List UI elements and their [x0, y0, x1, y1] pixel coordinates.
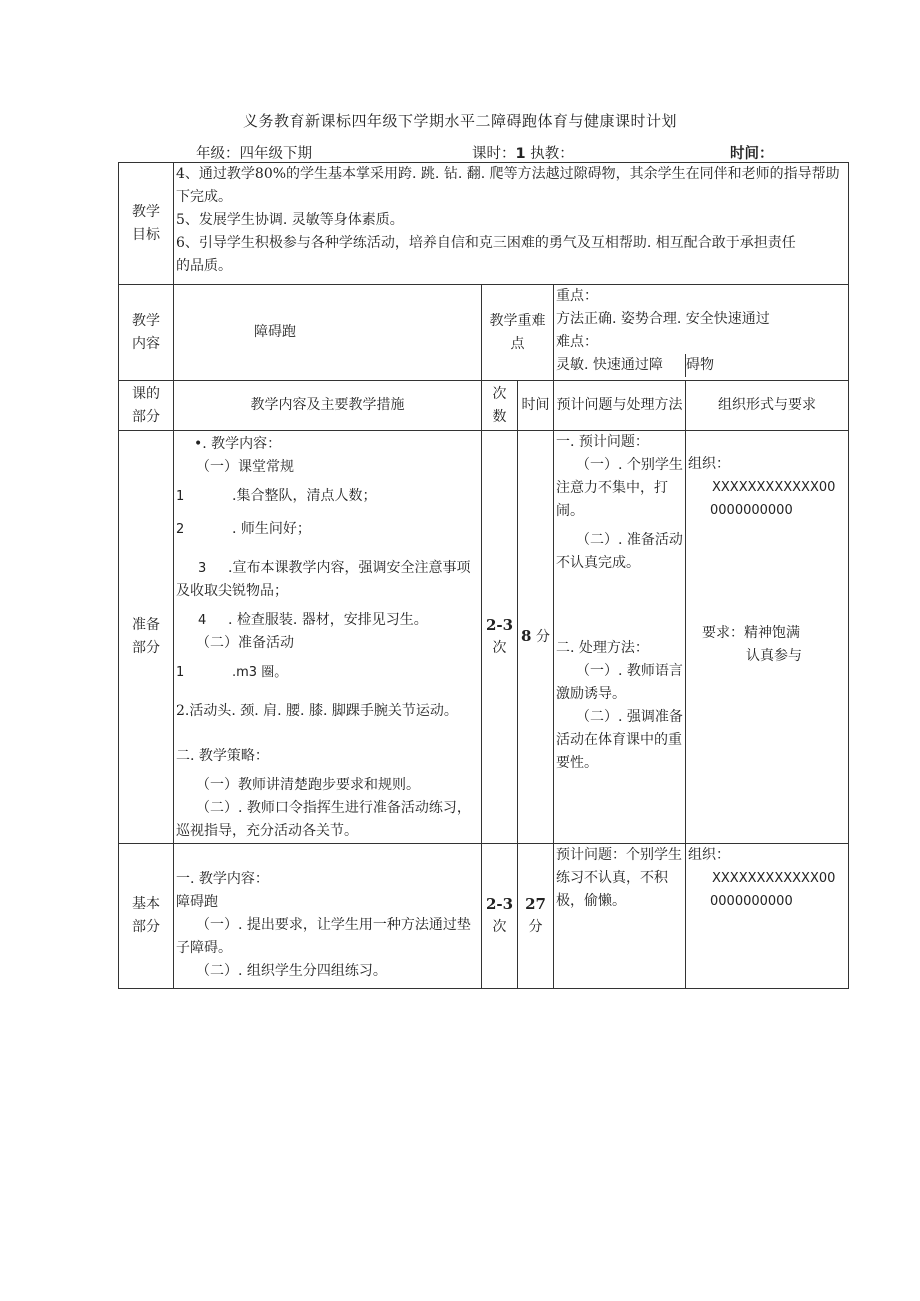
- prep-line: .m3 圈。: [232, 665, 288, 680]
- difficulty-text-a: 灵敏. 快速通过障: [554, 354, 686, 377]
- objectives-content: [174, 163, 849, 285]
- basic-line: （二）. 组织学生分四组练习。: [196, 963, 387, 979]
- keypoint-content: [554, 285, 849, 381]
- prep-times-unit: 次: [492, 640, 507, 656]
- list-number: 2: [176, 522, 185, 537]
- org-label: 组织：: [688, 847, 730, 863]
- objective-item: 4、通过教学80%的学生基本掌采用跨. 跳. 钻. 翻. 爬等方法越过隙碍物，其余学生在同伴和老师的指导帮助下完成。: [176, 166, 840, 205]
- requirement-text: 认真参与: [746, 648, 802, 664]
- prep-line: （二）准备活动: [196, 635, 294, 651]
- basic-measures: [174, 844, 482, 989]
- basic-line: 障碍跑: [176, 894, 218, 910]
- grade-info: 年级：四年级下期: [196, 146, 312, 162]
- prep-line: .集合整队，清点人数；: [232, 488, 377, 504]
- lesson-info: [472, 142, 574, 163]
- key-text: 方法正确. 姿势合理. 安全快速通过: [556, 311, 770, 327]
- basic-organization: [686, 844, 849, 989]
- content-row: [119, 285, 849, 381]
- prep-line: .宣布本课教学内容，强调安全注意事项及收取尖锐物品；: [176, 560, 471, 599]
- prep-line: . 检查服装. 器材，安排见习生。: [228, 612, 428, 628]
- problem-line: （一）. 教师语言激励诱导。: [556, 663, 683, 702]
- header-organization: 组织形式与要求: [686, 381, 849, 431]
- org-line: 0000000000: [710, 503, 793, 518]
- document-title: 义务教育新课标四年级下学期水平二障碍跑体育与健康课时计划: [242, 112, 677, 130]
- basic-line: 一. 教学内容：: [176, 871, 269, 887]
- problem-line: 二. 处理方法：: [556, 640, 649, 656]
- objective-item: 6、引导学生积极参与各种学练活动，培养自信和克三困难的勇气及互相帮助. 相互配合敢于承担责任的品质。: [176, 235, 796, 274]
- prep-duration-unit: 分: [535, 629, 550, 645]
- difficulty-text-b: 碍物: [686, 357, 714, 373]
- lesson-label: 课时：: [472, 146, 516, 162]
- teacher-label: 执教：: [530, 146, 574, 162]
- basic-duration: 27 分: [518, 844, 554, 989]
- basic-line: （一）. 提出要求，让学生用一种方法通过垫子障碍。: [176, 917, 471, 956]
- key-title: 重点：: [556, 288, 598, 304]
- problem-text: 预计问题：个别学生练习不认真，不积极，偷懒。: [556, 847, 682, 909]
- header-times: 次数: [482, 381, 518, 431]
- prep-line: . 师生问好；: [232, 521, 311, 537]
- header-duration: 时间: [518, 381, 554, 431]
- prep-problems: [554, 431, 686, 844]
- requirement-label: 要求：精神饱满: [702, 625, 800, 641]
- list-number: 4: [198, 613, 207, 628]
- content-label: 教学内容: [119, 285, 174, 381]
- objective-item: 5、发展学生协调. 灵敏等身体素质。: [176, 212, 404, 228]
- prep-organization: [686, 431, 849, 844]
- prep-line: 二. 教学策略：: [176, 748, 269, 764]
- prep-line: •. 教学内容：: [194, 436, 282, 452]
- list-number: 1: [176, 489, 185, 504]
- org-line: 0000000000: [710, 894, 793, 909]
- prep-line: （一）教师讲清楚跑步要求和规则。: [196, 777, 420, 793]
- problem-line: （一）. 个别学生注意力不集中，打闹。: [556, 457, 683, 519]
- list-number: 1: [176, 665, 185, 680]
- org-line: XXXXXXXXXXXX00: [712, 480, 836, 495]
- prep-measures: [174, 431, 482, 844]
- list-number: 3: [198, 561, 207, 576]
- prep-label: 准备部分: [119, 431, 174, 844]
- content-value: 障碍跑: [174, 285, 482, 381]
- prep-line: （二）. 教师口令指挥生进行准备活动练习，巡视指导，充分活动各关节。: [176, 800, 471, 839]
- prep-times: 2-3 次: [482, 431, 518, 844]
- basic-problems: [554, 844, 686, 989]
- problem-line: （二）. 准备活动不认真完成。: [556, 532, 683, 571]
- prep-line: 2.活动头. 颈. 肩. 腰. 膝. 脚踝手腕关节运动。: [176, 703, 458, 719]
- basic-label: 基本部分: [119, 844, 174, 989]
- time-label: 时间：: [730, 146, 774, 162]
- difficulty-title: 难点：: [556, 334, 598, 350]
- org-line: XXXXXXXXXXXX00: [712, 871, 836, 886]
- keypoint-label: 教学重难点: [482, 285, 554, 381]
- objectives-label: 教学目标: [119, 163, 174, 285]
- prep-line: （一）课堂常规: [196, 459, 294, 475]
- header-row: [119, 381, 849, 431]
- basic-times-unit: 次: [492, 919, 507, 935]
- header-measures: 教学内容及主要教学措施: [174, 381, 482, 431]
- problem-line: （二）. 强调准备活动在体育课中的重要性。: [556, 709, 683, 771]
- problem-line: 一. 预计问题：: [556, 434, 649, 450]
- prep-row: [119, 431, 849, 844]
- basic-duration-unit: 分: [528, 919, 543, 935]
- header-part: 课的部分: [119, 381, 174, 431]
- org-label: 组织：: [688, 456, 730, 472]
- header-problems: 预计问题与处理方法: [554, 381, 686, 431]
- prep-duration: 8 分: [518, 431, 554, 844]
- basic-times: 2-3 次: [482, 844, 518, 989]
- lesson-plan-table: [118, 162, 849, 989]
- lesson-number: 1: [515, 146, 526, 162]
- objectives-row: [119, 163, 849, 285]
- basic-row: [119, 844, 849, 989]
